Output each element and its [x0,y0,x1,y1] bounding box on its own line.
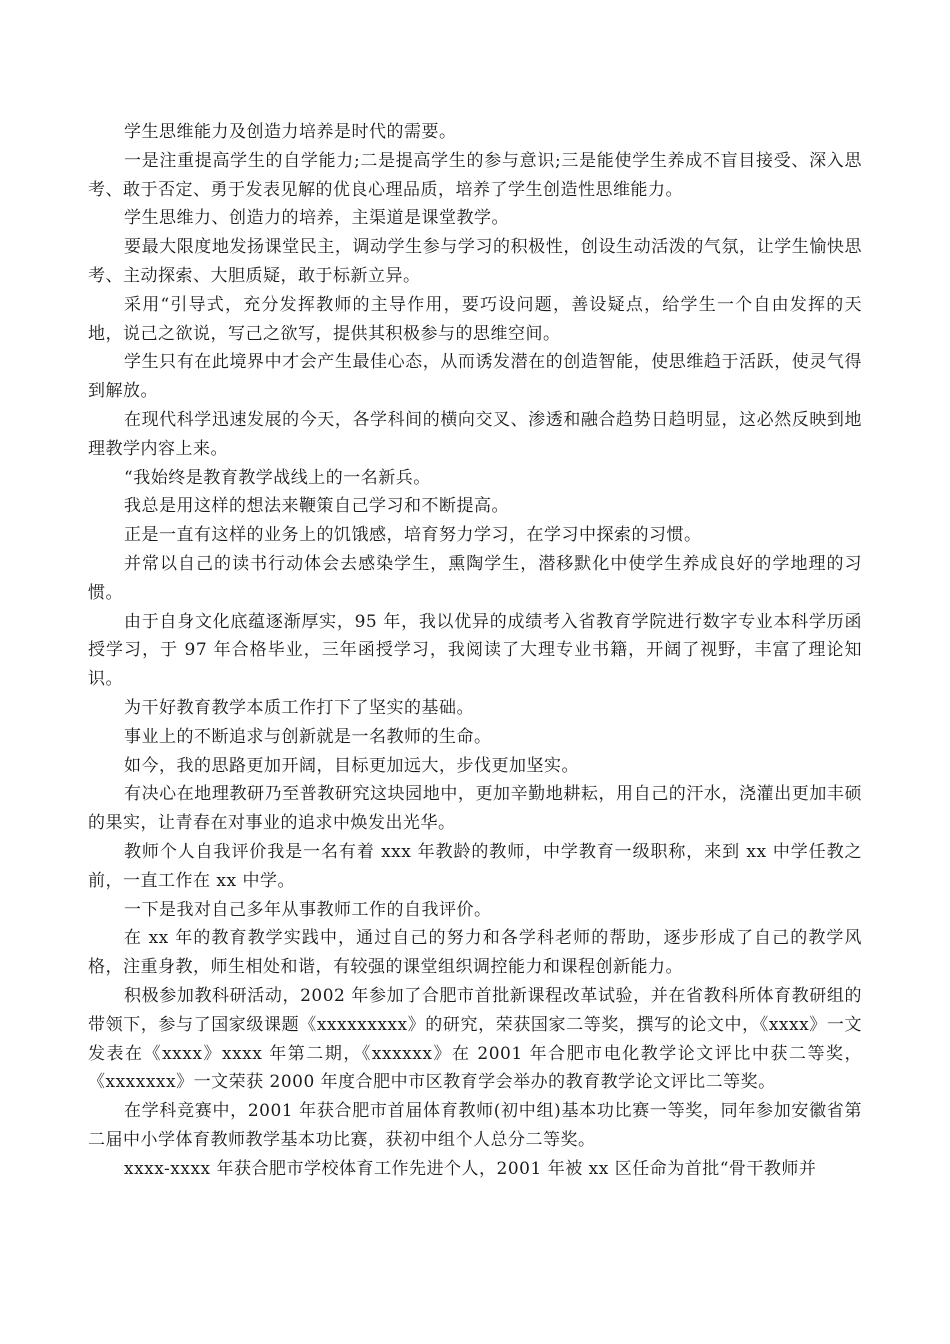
paragraph: 要最大限度地发扬课堂民主，调动学生参与学习的积极性，创设生动活泼的气氛，让学生愉快思考、主动探索、大胆质疑，敢于标新立异。 [88,237,862,286]
paragraph: 由于自身文化底蕴逐渐厚实，95 年，我以优异的成绩考入省教育学院进行数字专业本科学历函授学习，于 97 年合格毕业，三年函授学习，我阅读了大理专业书籍，开阔了视野，丰富了理论知识。 [88,611,862,690]
paragraph: 正是一直有这样的业务上的饥饿感，培育努力学习，在学习中探索的习惯。 [124,525,702,546]
paragraph: 在现代科学迅速发展的今天，各学科间的横向交叉、渗透和融合趋势日趋明显，这必然反映到地理教学内容上来。 [88,409,862,459]
paragraph: 一下是我对自己多年从事教师工作的自我评价。 [124,899,492,920]
paragraph: 在 xx 年的教育教学实践中，通过自己的努力和各学科老师的帮助，逐步形成了自己的教学风格，注重身教，师生相处和谐，有较强的课堂组织调控能力和课程创新能力。 [88,928,862,978]
paragraph: 并常以自己的读书行动体会去感染学生，熏陶学生，潜移默化中使学生养成良好的学地理的习惯。 [88,553,862,603]
paragraph: xxxx-xxxx 年获合肥市学校体育工作先进个人，2001 年被 xx 区任命为首批“骨干教师并 [124,1158,817,1179]
paragraph: 学生思维能力及创造力培养是时代的需要。 [124,122,457,142]
paragraph: 事业上的不断追求与创新就是一名教师的生命。 [124,726,492,747]
paragraph: 积极参加教科研活动，2002 年参加了合肥市首批新课程改革试验，并在省教科所体育教研组的带领下，参与了国家级课题《xxxxxxxxx》的研究，荣获国家二等奖，撰写的论文中，《xxxx》一文发表在《xxxx》xxxx 年第二期，《xxxxxx》在 2001 年合肥市电化教学论文评比中获二等奖，《xxxxxxx》一文荣获 2000 年度合肥中市区教育学会举办的教育教学论文评比二等奖。 [88,985,862,1093]
paragraph: 为干好教育教学本质工作打下了坚实的基础。 [124,697,474,718]
paragraph: 采用“引导式，充分发挥教师的主导作用，要巧设问题，善设疑点，给学生一个自由发挥的天地，说己之欲说，写己之欲写，提供其积极参与的思维空间。 [88,294,862,344]
paragraph: 一是注重提高学生的自学能力;二是提高学生的参与意识;三是能使学生养成不盲目接受、深入思考、敢于否定、勇于发表见解的优良心理品质，培养了学生创造性思维能力。 [88,150,862,200]
document-page [88,118,862,1183]
paragraph: 有决心在地理教研乃至普教研究这块园地中，更加辛勤地耕耘，用自己的汗水，浇灌出更加丰硕的果实，让青春在对事业的追求中焕发出光华。 [88,784,862,834]
paragraph: “我始终是教育教学战线上的一名新兵。 [124,467,431,488]
paragraph: 教师个人自我评价我是一名有着 xxx 年教龄的教师，中学教育一级职称，来到 xx 中学任教之前，一直工作在 xx 中学。 [88,841,862,891]
paragraph: 学生思维力、创造力的培养，主渠道是课堂教学。 [124,208,509,229]
paragraph: 在学科竞赛中，2001 年获合肥市首届体育教师(初中组)基本功比赛一等奖，同年参加安徽省第二届中小学体育教师教学基本功比赛，获初中组个人总分二等奖。 [88,1101,862,1150]
paragraph: 我总是用这样的想法来鞭策自己学习和不断提高。 [124,496,509,517]
paragraph: 学生只有在此境界中才会产生最佳心态，从而诱发潜在的创造智能，使思维趋于活跃，使灵气得到解放。 [88,352,862,402]
paragraph: 如今，我的思路更加开阔，目标更加远大，步伐更加坚实。 [124,755,579,776]
